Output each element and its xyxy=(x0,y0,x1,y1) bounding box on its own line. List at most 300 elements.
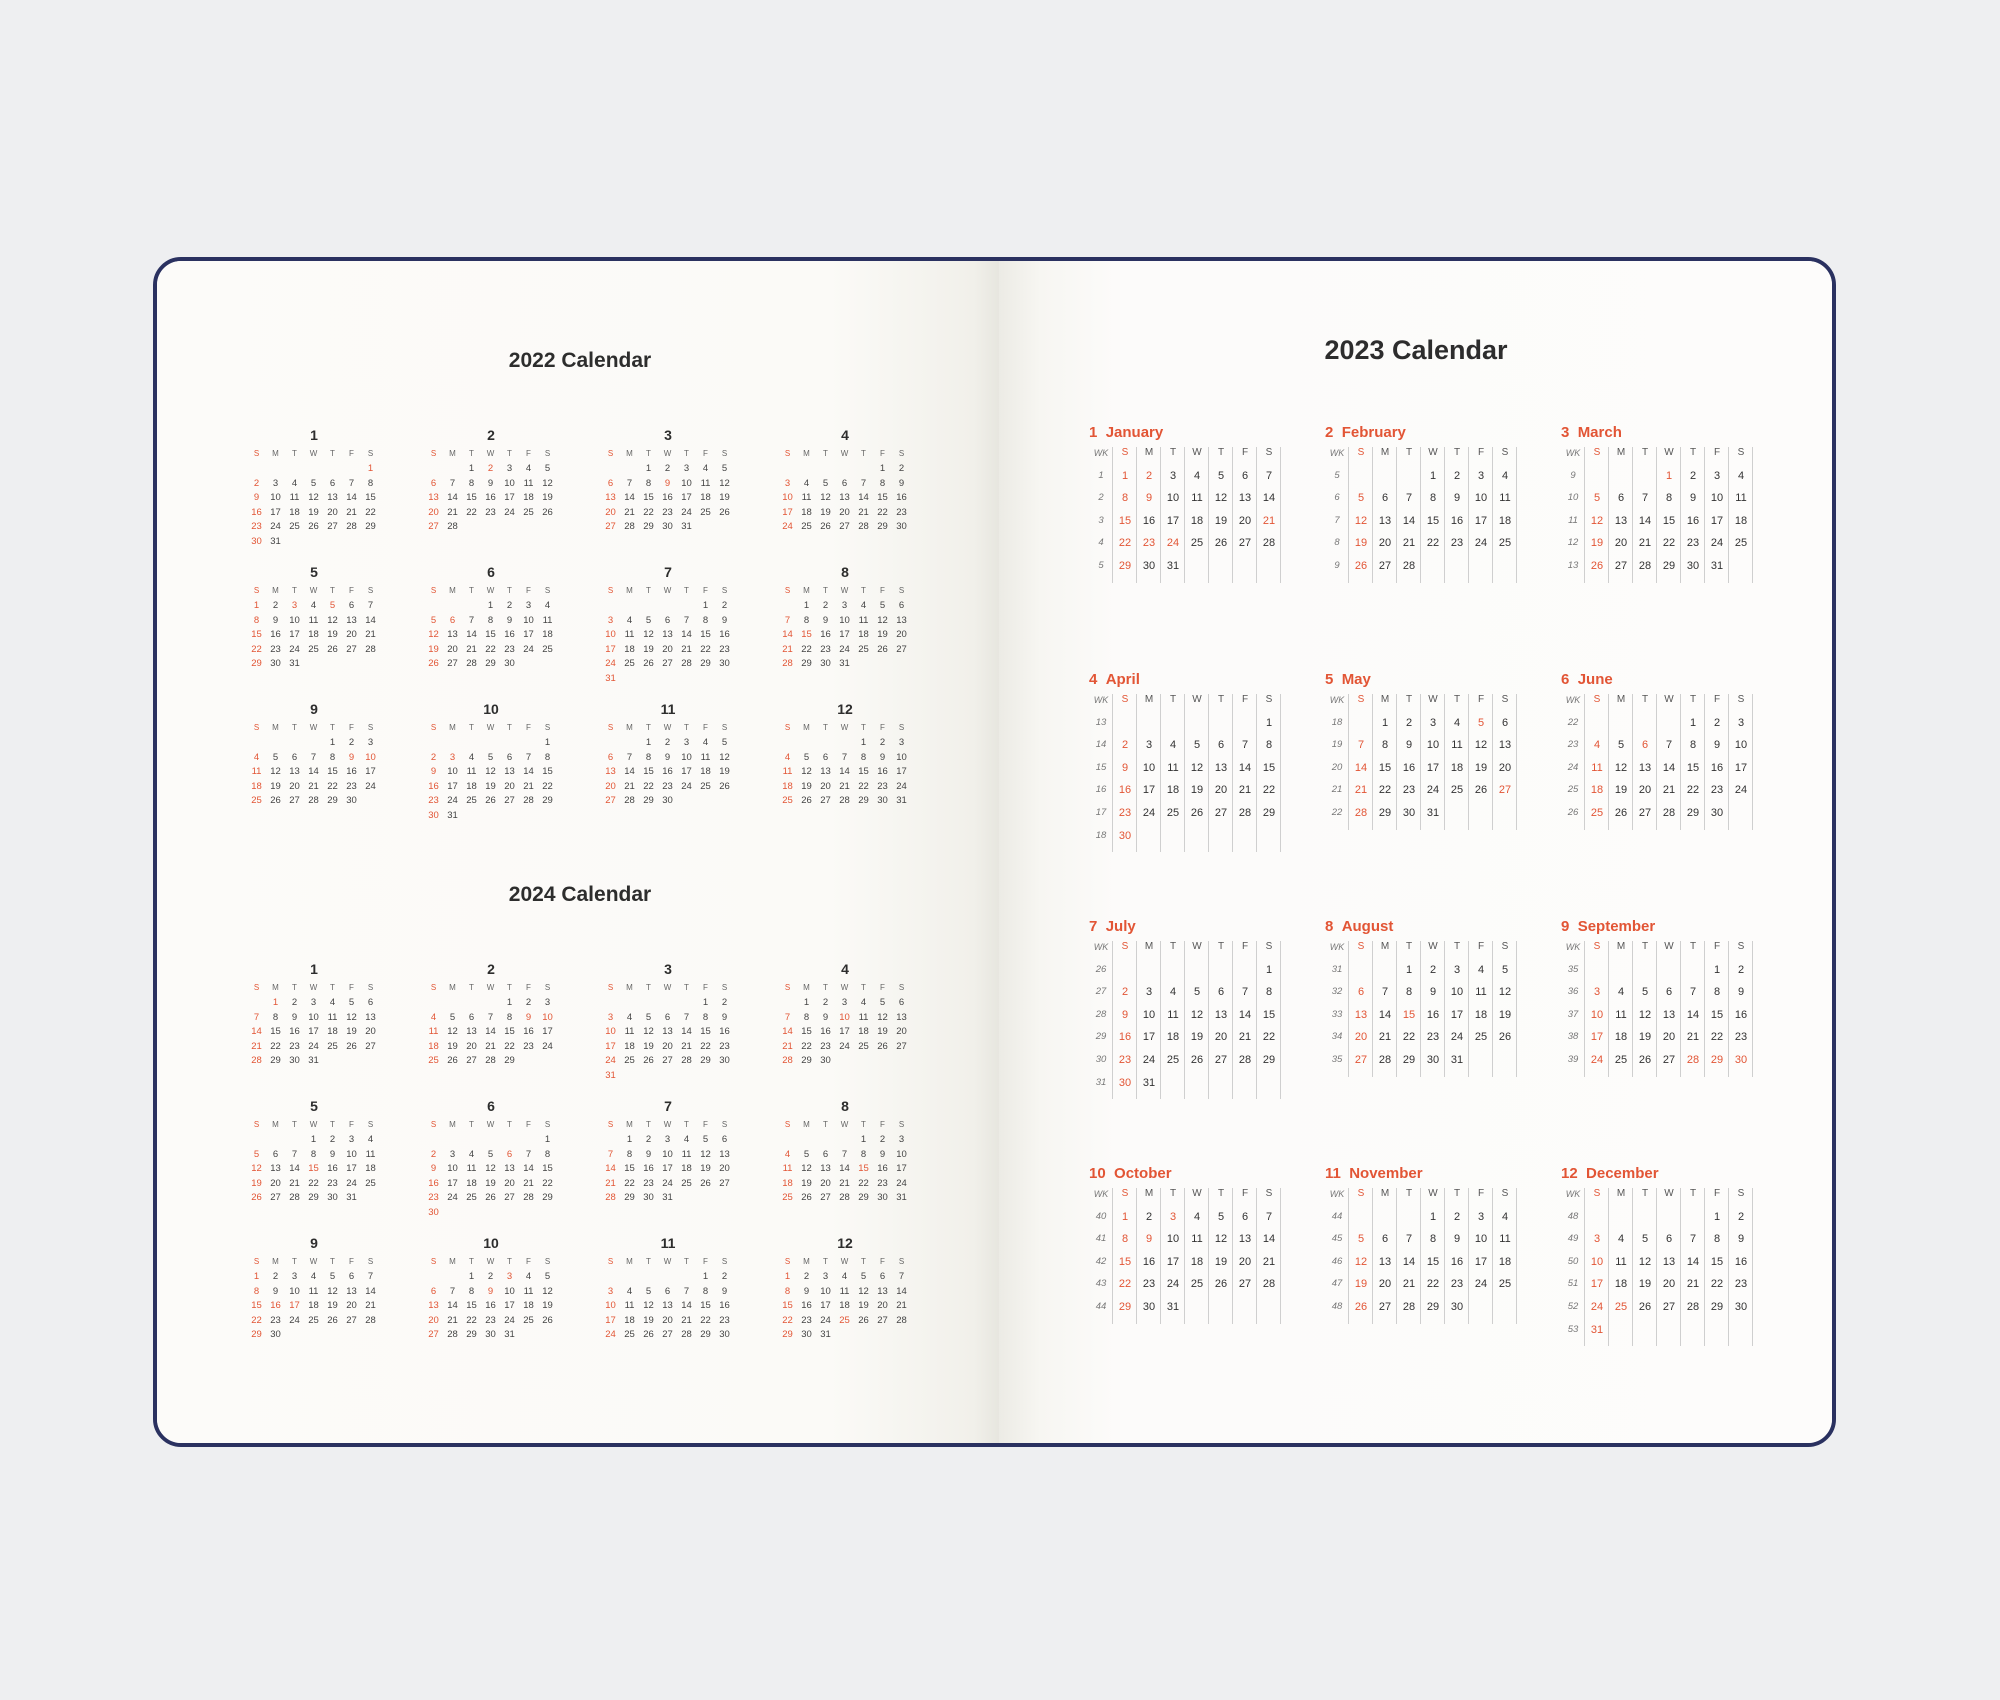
day-cell: 16 xyxy=(820,1026,831,1037)
day-cell: 22 xyxy=(1426,537,1440,550)
day-cell: 16 xyxy=(289,1026,300,1037)
day-cell: 15 xyxy=(1118,514,1132,527)
day-cell: 18 xyxy=(1498,1255,1512,1268)
month-number: 2 xyxy=(487,427,495,443)
day-cell: 9 xyxy=(1453,492,1461,505)
month-block xyxy=(1561,671,1761,848)
day-cell: 29 xyxy=(877,521,888,532)
day-cell: 4 xyxy=(860,600,867,611)
week-number-header: WK xyxy=(1093,448,1109,458)
day-cell: 30 xyxy=(1710,807,1724,819)
day-cell: 17 xyxy=(662,1163,673,1174)
day-cell: 21 xyxy=(1662,784,1676,797)
day-cell: 4 xyxy=(626,614,633,626)
day-cell: 1 xyxy=(860,737,867,748)
day-cell: 11 xyxy=(1167,761,1179,774)
day-cell: 20 xyxy=(365,1026,376,1037)
day-cell: 14 xyxy=(447,492,458,503)
week-number: 2 xyxy=(1098,492,1104,504)
day-cell: 3 xyxy=(1453,963,1461,976)
day-cell: 8 xyxy=(702,1011,709,1023)
week-number: 44 xyxy=(1331,1210,1343,1222)
day-cell: 9 xyxy=(1121,1008,1129,1021)
day-cell: 3 xyxy=(607,1011,614,1023)
day-cell: 15 xyxy=(801,1026,812,1037)
month-name: September xyxy=(1577,918,1656,935)
day-cell: 5 xyxy=(1217,1210,1225,1223)
day-cell: 8 xyxy=(1121,492,1129,505)
week-number: 7 xyxy=(1334,514,1340,526)
day-cell: 24 xyxy=(605,658,616,669)
column-divider xyxy=(1444,447,1445,583)
weekday-header: T xyxy=(507,983,512,992)
weekday-header: W xyxy=(1428,694,1438,705)
weekday-header: T xyxy=(469,449,474,458)
day-cell: 30 xyxy=(1426,1054,1440,1066)
day-cell: 12 xyxy=(1214,492,1228,505)
column-divider xyxy=(1468,941,1469,1077)
day-cell: 22 xyxy=(251,1314,262,1326)
day-cell: 13 xyxy=(428,492,439,503)
weekday-header: T xyxy=(1689,941,1697,952)
weekday-header: F xyxy=(1477,694,1485,705)
day-cell: 3 xyxy=(1737,716,1745,729)
weekday-header: T xyxy=(823,723,828,732)
day-cell: 15 xyxy=(700,1300,711,1311)
day-cell: 17 xyxy=(542,1026,553,1037)
weekday-header: S xyxy=(1357,694,1365,705)
day-cell: 26 xyxy=(542,506,553,518)
day-cell: 21 xyxy=(782,643,793,655)
weekday-header: M xyxy=(272,1120,279,1129)
weekday-header: T xyxy=(330,723,335,732)
day-cell: 9 xyxy=(1453,1233,1461,1246)
month-number: 6 xyxy=(487,1098,495,1114)
day-cell: 30 xyxy=(1142,560,1156,572)
day-cell: 20 xyxy=(1378,1278,1392,1291)
day-cell: 28 xyxy=(782,658,793,669)
day-cell: 30 xyxy=(428,1206,439,1218)
day-cell: 27 xyxy=(1498,784,1512,797)
day-cell: 13 xyxy=(1498,739,1512,752)
day-cell: 5 xyxy=(348,997,355,1008)
weekday-header: S xyxy=(784,1120,791,1129)
day-cell: 26 xyxy=(346,1040,357,1052)
weekday-header: T xyxy=(1405,941,1413,952)
day-cell: 31 xyxy=(1426,807,1440,819)
weekday-header: S xyxy=(784,586,791,595)
day-cell: 12 xyxy=(1354,1255,1368,1268)
day-cell: 27 xyxy=(719,1177,730,1189)
day-cell: 3 xyxy=(449,1148,456,1160)
column-divider xyxy=(1160,694,1161,852)
week-number: 12 xyxy=(1567,537,1579,549)
week-number: 37 xyxy=(1567,1008,1579,1020)
weekday-header: T xyxy=(1169,447,1177,458)
weekday-header: W xyxy=(663,723,672,732)
day-cell: 18 xyxy=(466,1177,477,1189)
weekday-header: S xyxy=(898,1257,905,1266)
month-block xyxy=(1089,424,1289,601)
day-cell: 12 xyxy=(346,1011,357,1023)
day-cell: 8 xyxy=(1713,1233,1721,1246)
day-cell: 25 xyxy=(1734,537,1748,550)
weekday-header: F xyxy=(1241,447,1249,458)
weekday-header: S xyxy=(544,449,551,458)
column-divider xyxy=(1492,694,1493,830)
day-cell: 2 xyxy=(879,737,886,748)
column-divider xyxy=(1396,447,1397,583)
day-cell: 14 xyxy=(896,1285,907,1297)
day-cell: 9 xyxy=(822,614,829,626)
column-divider xyxy=(1112,447,1113,583)
week-number: 48 xyxy=(1567,1210,1579,1222)
day-cell: 29 xyxy=(504,1055,515,1066)
day-cell: 7 xyxy=(784,1011,791,1023)
day-cell: 30 xyxy=(485,1329,496,1340)
day-cell: 16 xyxy=(877,766,888,777)
column-divider xyxy=(1232,941,1233,1099)
day-cell: 29 xyxy=(542,795,553,806)
week-number: 36 xyxy=(1567,986,1579,998)
weekday-header: M xyxy=(1144,941,1154,952)
day-cell: 25 xyxy=(289,521,300,532)
weekday-header: F xyxy=(1477,941,1485,952)
day-cell: 18 xyxy=(308,629,319,640)
day-cell: 19 xyxy=(1354,1278,1368,1291)
column-divider xyxy=(1516,694,1517,830)
day-cell: 22 xyxy=(1262,1031,1276,1044)
day-cell: 26 xyxy=(1190,807,1204,819)
day-cell: 7 xyxy=(449,477,456,489)
day-cell: 4 xyxy=(1453,716,1461,729)
day-cell: 5 xyxy=(544,1271,551,1282)
column-divider xyxy=(1396,694,1397,830)
day-cell: 1 xyxy=(803,600,810,611)
weekday-header: M xyxy=(1144,1188,1154,1199)
weekday-header: S xyxy=(544,1257,551,1266)
weekday-header: F xyxy=(1241,1188,1249,1199)
day-cell: 1 xyxy=(1265,716,1273,729)
weekday-header: M xyxy=(1616,941,1626,952)
week-number-header: WK xyxy=(1565,695,1581,705)
day-cell: 16 xyxy=(251,506,262,518)
weekday-header: S xyxy=(1265,1188,1273,1199)
day-cell: 6 xyxy=(348,1271,355,1282)
day-cell: 19 xyxy=(1190,784,1204,797)
day-cell: 10 xyxy=(605,629,616,640)
month-number: 10 xyxy=(1089,1165,1106,1182)
weekday-header: T xyxy=(861,1120,866,1129)
day-cell: 11 xyxy=(523,1285,534,1297)
day-cell: 26 xyxy=(858,1314,869,1326)
day-cell: 4 xyxy=(860,997,867,1008)
day-cell: 8 xyxy=(803,1011,810,1023)
day-cell: 15 xyxy=(643,766,654,777)
week-number: 35 xyxy=(1567,963,1579,975)
weekday-header: F xyxy=(1477,1188,1485,1199)
day-cell: 11 xyxy=(782,766,793,777)
day-cell: 8 xyxy=(626,1148,633,1160)
column-divider xyxy=(1232,694,1233,852)
weekday-header: W xyxy=(486,1257,495,1266)
day-cell: 1 xyxy=(1429,469,1437,482)
day-cell: 30 xyxy=(801,1329,812,1340)
week-number: 45 xyxy=(1331,1233,1343,1245)
day-cell: 14 xyxy=(447,1300,458,1311)
day-cell: 14 xyxy=(858,492,869,503)
column-divider xyxy=(1608,447,1609,583)
week-number: 22 xyxy=(1567,716,1579,728)
weekday-header: T xyxy=(861,1257,866,1266)
day-cell: 15 xyxy=(643,492,654,503)
weekday-header: T xyxy=(1405,1188,1413,1199)
day-cell: 27 xyxy=(346,1314,357,1326)
day-cell: 1 xyxy=(645,463,652,474)
day-cell: 22 xyxy=(1662,537,1676,550)
day-cell: 21 xyxy=(1262,514,1276,527)
day-cell: 13 xyxy=(820,1163,831,1174)
day-cell: 21 xyxy=(1638,537,1652,550)
week-number-header: WK xyxy=(1329,942,1345,952)
month-number: 5 xyxy=(310,564,318,580)
day-cell: 9 xyxy=(329,1148,336,1160)
day-cell: 2 xyxy=(272,1271,279,1282)
day-cell: 15 xyxy=(270,1026,281,1037)
weekday-header: F xyxy=(1477,447,1485,458)
weekday-header: M xyxy=(272,723,279,732)
day-cell: 20 xyxy=(1214,1031,1228,1044)
weekday-header: W xyxy=(486,1120,495,1129)
weekday-header: S xyxy=(1265,447,1273,458)
day-cell: 18 xyxy=(308,1300,319,1311)
day-cell: 30 xyxy=(289,1055,300,1066)
weekday-header: S xyxy=(1265,941,1273,952)
weekday-header: S xyxy=(1501,694,1509,705)
day-cell: 23 xyxy=(1450,1278,1464,1291)
day-cell: 26 xyxy=(327,1314,338,1326)
day-cell: 7 xyxy=(367,1271,374,1282)
day-cell: 28 xyxy=(365,643,376,655)
weekday-header: W xyxy=(840,1120,849,1129)
day-cell: 25 xyxy=(1190,1278,1204,1291)
day-cell: 26 xyxy=(251,1192,262,1203)
day-cell: 2 xyxy=(822,997,829,1008)
weekday-header: F xyxy=(880,1120,885,1129)
day-cell: 5 xyxy=(430,614,437,626)
day-cell: 11 xyxy=(1735,492,1747,505)
weekday-header: M xyxy=(803,586,810,595)
day-cell: 7 xyxy=(487,1011,494,1023)
month-number: 11 xyxy=(660,1235,676,1251)
day-cell: 24 xyxy=(1142,807,1156,819)
month-number: 3 xyxy=(1561,424,1570,441)
weekday-header: W xyxy=(663,1120,672,1129)
weekday-header: W xyxy=(840,586,849,595)
day-cell: 18 xyxy=(523,492,534,503)
day-cell: 28 xyxy=(1638,560,1652,572)
week-number: 25 xyxy=(1567,784,1579,796)
day-cell: 23 xyxy=(719,1040,730,1052)
day-cell: 26 xyxy=(801,795,812,806)
week-number: 41 xyxy=(1095,1233,1107,1245)
day-cell: 21 xyxy=(447,506,458,518)
day-cell: 4 xyxy=(784,751,791,763)
weekday-header: S xyxy=(784,449,791,458)
day-cell: 14 xyxy=(365,1285,376,1297)
day-cell: 25 xyxy=(466,795,477,806)
day-cell: 21 xyxy=(289,1177,300,1189)
day-cell: 7 xyxy=(607,1148,614,1160)
day-cell: 30 xyxy=(327,1192,338,1203)
day-cell: 21 xyxy=(1262,1255,1276,1268)
month-title xyxy=(1325,671,1371,688)
day-cell: 4 xyxy=(310,600,317,611)
day-cell: 22 xyxy=(643,780,654,792)
day-cell: 11 xyxy=(858,1011,869,1023)
day-cell: 7 xyxy=(683,614,690,626)
day-cell: 28 xyxy=(624,795,635,806)
weekday-header: W xyxy=(663,1257,672,1266)
day-cell: 5 xyxy=(645,1285,652,1297)
day-cell: 18 xyxy=(1734,514,1748,527)
day-cell: 5 xyxy=(1641,986,1649,999)
day-cell: 26 xyxy=(877,643,888,655)
day-cell: 23 xyxy=(504,643,515,655)
day-cell: 24 xyxy=(1590,1054,1604,1066)
month-block xyxy=(1325,424,1525,601)
day-cell: 17 xyxy=(681,492,692,503)
day-cell: 8 xyxy=(253,1285,260,1297)
day-cell: 6 xyxy=(1217,739,1225,752)
week-number: 17 xyxy=(1095,807,1107,818)
day-cell: 2 xyxy=(253,477,260,489)
column-divider xyxy=(1584,941,1585,1077)
week-number: 27 xyxy=(1095,986,1107,998)
column-divider xyxy=(1136,1188,1137,1324)
day-cell: 3 xyxy=(1593,1233,1601,1246)
day-cell: 30 xyxy=(1734,1301,1748,1313)
day-cell: 10 xyxy=(523,614,534,626)
month-block xyxy=(1325,1165,1525,1342)
column-divider xyxy=(1444,694,1445,830)
weekday-header: S xyxy=(721,586,728,595)
day-cell: 10 xyxy=(820,1285,831,1297)
day-cell: 18 xyxy=(858,1026,869,1037)
day-cell: 1 xyxy=(803,997,810,1008)
weekday-header: W xyxy=(663,586,672,595)
day-cell: 7 xyxy=(1641,492,1649,505)
day-cell: 15 xyxy=(624,1163,635,1174)
day-cell: 21 xyxy=(466,643,477,655)
weekday-header: M xyxy=(803,723,810,732)
column-divider xyxy=(1680,1188,1681,1346)
month-number: 8 xyxy=(841,564,849,580)
day-cell: 20 xyxy=(662,643,673,655)
day-cell: 14 xyxy=(782,1026,793,1037)
weekday-header: T xyxy=(1689,447,1697,458)
year-title-2023: 2023 Calendar xyxy=(1324,335,1508,365)
weekday-header: S xyxy=(721,449,728,458)
day-cell: 20 xyxy=(1354,1031,1368,1044)
day-cell: 19 xyxy=(700,1163,711,1174)
day-cell: 27 xyxy=(839,521,850,532)
day-cell: 26 xyxy=(1354,1301,1368,1313)
day-cell: 27 xyxy=(327,521,338,532)
day-cell: 22 xyxy=(485,643,496,655)
day-cell: 3 xyxy=(310,997,317,1008)
weekday-header: T xyxy=(646,449,651,458)
day-cell: 2 xyxy=(1737,1210,1745,1223)
day-cell: 4 xyxy=(329,997,336,1008)
day-cell: 7 xyxy=(841,1148,848,1160)
day-cell: 26 xyxy=(447,1055,458,1066)
day-cell: 30 xyxy=(820,658,831,669)
day-cell: 3 xyxy=(272,477,279,489)
day-cell: 8 xyxy=(879,477,886,489)
column-divider xyxy=(1136,694,1137,852)
month-block xyxy=(1089,671,1289,848)
week-number: 13 xyxy=(1567,560,1579,571)
day-cell: 28 xyxy=(1238,807,1252,819)
week-number: 22 xyxy=(1331,807,1343,818)
column-divider xyxy=(1608,941,1609,1077)
day-cell: 20 xyxy=(327,506,338,518)
day-cell: 23 xyxy=(270,1314,281,1326)
day-cell: 26 xyxy=(1354,560,1368,572)
day-cell: 1 xyxy=(310,1134,317,1145)
day-cell: 8 xyxy=(645,477,652,489)
day-cell: 30 xyxy=(1118,829,1132,842)
day-cell: 24 xyxy=(1426,784,1440,797)
weekday-header: S xyxy=(898,449,905,458)
column-divider xyxy=(1584,447,1585,583)
day-cell: 19 xyxy=(327,629,338,640)
weekday-header: T xyxy=(684,723,689,732)
day-cell: 24 xyxy=(1450,1031,1464,1044)
day-cell: 2 xyxy=(329,1134,336,1145)
day-cell: 1 xyxy=(329,737,336,748)
day-cell: 11 xyxy=(466,1163,477,1174)
column-divider xyxy=(1632,1188,1633,1346)
day-cell: 26 xyxy=(643,1055,654,1066)
week-number: 6 xyxy=(1334,492,1340,504)
weekday-header: M xyxy=(1380,694,1390,705)
day-cell: 3 xyxy=(1713,469,1721,482)
weekday-header: T xyxy=(1217,694,1225,705)
day-cell: 20 xyxy=(289,780,300,792)
weekday-header: S xyxy=(1265,694,1273,705)
day-cell: 6 xyxy=(291,751,298,763)
week-number: 16 xyxy=(1095,784,1107,796)
day-cell: 22 xyxy=(801,1040,812,1052)
month-block xyxy=(1325,671,1525,848)
day-cell: 3 xyxy=(841,997,848,1008)
day-cell: 16 xyxy=(820,629,831,640)
day-cell: 5 xyxy=(1357,1233,1365,1246)
day-cell: 2 xyxy=(822,600,829,611)
weekday-header: S xyxy=(607,983,614,992)
day-cell: 31 xyxy=(605,1069,616,1081)
day-cell: 29 xyxy=(1402,1054,1416,1066)
day-cell: 10 xyxy=(605,1300,616,1311)
week-number: 20 xyxy=(1331,761,1343,773)
day-cell: 16 xyxy=(662,492,673,503)
weekday-header: M xyxy=(449,983,456,992)
day-cell: 16 xyxy=(327,1163,338,1174)
day-cell: 27 xyxy=(877,1314,888,1326)
day-cell: 18 xyxy=(542,629,553,640)
